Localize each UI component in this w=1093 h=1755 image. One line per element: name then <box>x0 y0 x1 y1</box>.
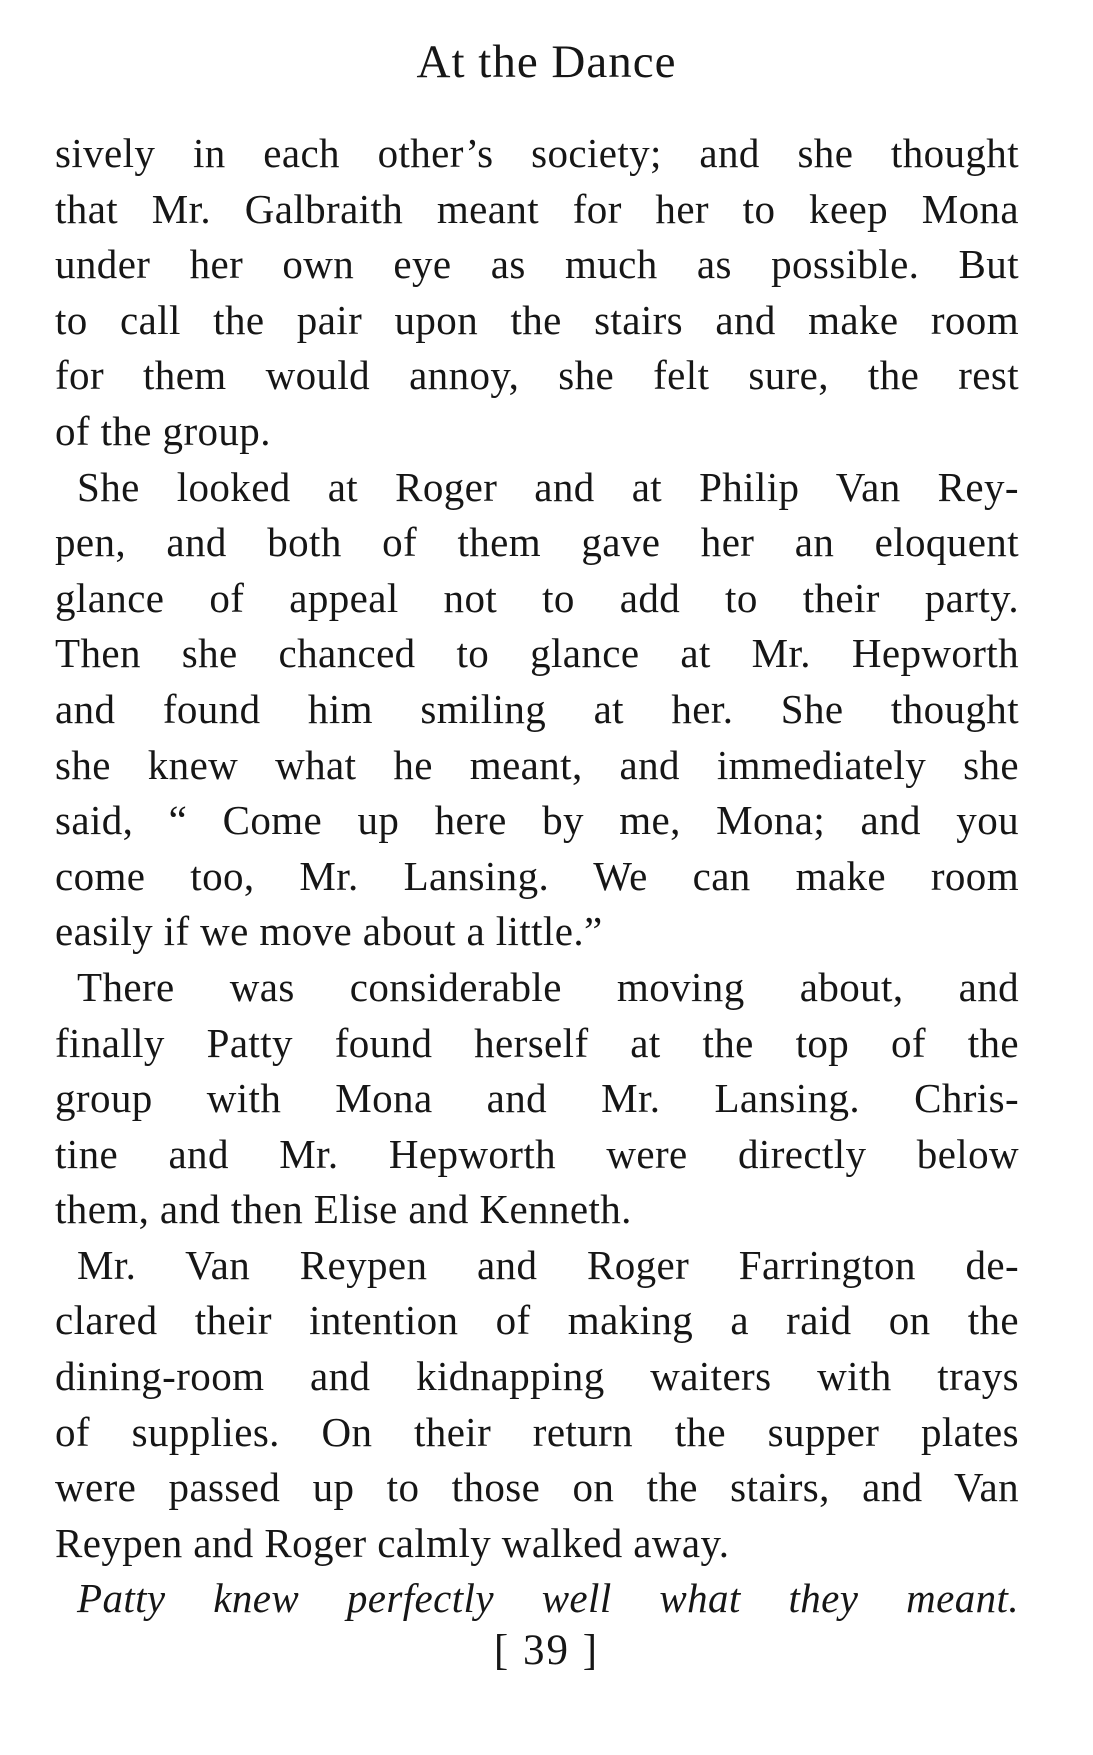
text-line: Patty knew perfectly well what they meant. <box>77 1575 1019 1622</box>
text-line: clared their intention of making a raid on the <box>55 1297 1019 1344</box>
text-line: under her own eye as much as possible. But <box>55 241 1019 288</box>
body-text <box>55 126 1019 1627</box>
text-line: she knew what he meant, and immediately she <box>55 741 1019 788</box>
text-line: Mr. Van Reypen and Roger Farrington de- <box>77 1241 1019 1288</box>
text-line: come too, Mr. Lansing. We can make room <box>55 852 1019 899</box>
text-line: easily if we move about a little.” <box>55 908 603 955</box>
text-line: pen, and both of them gave her an eloquent <box>55 519 1019 566</box>
text-line: group with Mona and Mr. Lansing. Chris- <box>55 1075 1019 1122</box>
text-line: of the group. <box>55 407 271 454</box>
text-line: and found him smiling at her. She thought <box>55 685 1019 732</box>
text-line: to call the pair upon the stairs and make room <box>55 296 1019 343</box>
page-number: [ 39 ] <box>493 1627 600 1674</box>
text-line: glance of appeal not to add to their party. <box>55 574 1019 621</box>
text-line: She looked at Roger and at Philip Van Rey- <box>77 463 1019 510</box>
running-head-title: At the Dance <box>416 36 677 88</box>
text-line: There was considerable moving about, and <box>77 963 1019 1010</box>
text-line: dining-room and kidnapping waiters with trays <box>55 1353 1019 1400</box>
text-line: tine and Mr. Hepworth were directly below <box>55 1130 1019 1177</box>
text-line: Reypen and Roger calmly walked away. <box>55 1519 730 1566</box>
text-line: of supplies. On their return the supper plates <box>55 1408 1019 1455</box>
text-line: said, “ Come up here by me, Mona; and you <box>55 797 1019 844</box>
text-line: them, and then Elise and Kenneth. <box>55 1186 632 1233</box>
text-line: Then she chanced to glance at Mr. Hepworth <box>55 630 1019 677</box>
text-line: sively in each other’s society; and she thought <box>55 130 1019 176</box>
text-line: finally Patty found herself at the top of the <box>55 1019 1019 1066</box>
text-line: for them would annoy, she felt sure, the rest <box>55 352 1019 399</box>
text-line: that Mr. Galbraith meant for her to keep Mona <box>55 185 1019 232</box>
text-line: were passed up to those on the stairs, and Van <box>55 1464 1019 1511</box>
